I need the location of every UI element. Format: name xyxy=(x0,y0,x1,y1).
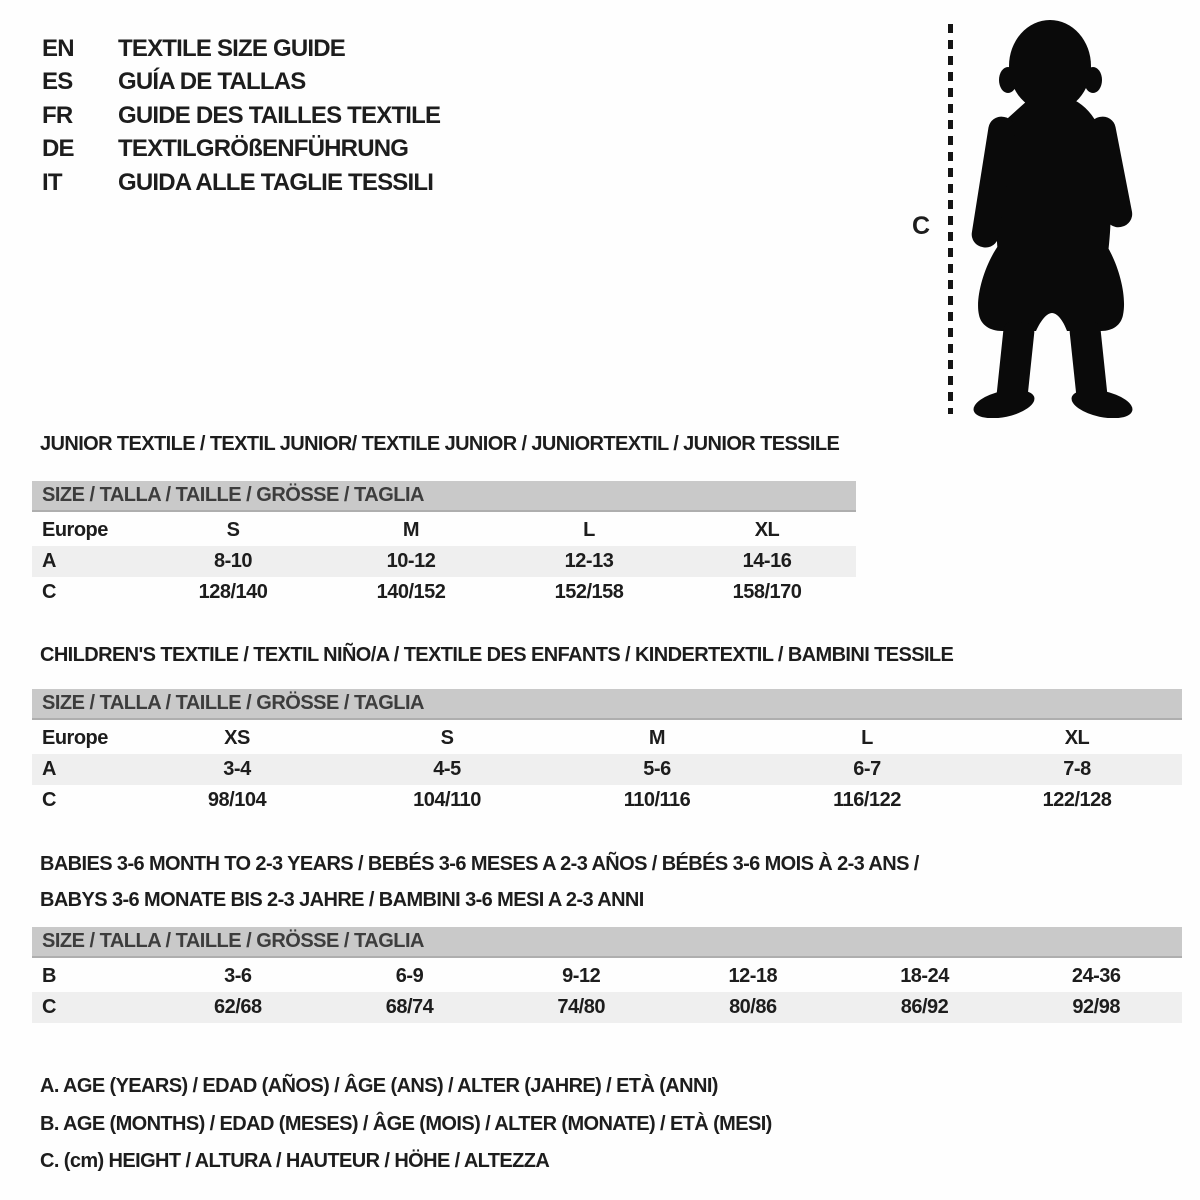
age-cell: 8-10 xyxy=(213,550,253,572)
language-title-list xyxy=(42,32,440,200)
age-cell: 4-5 xyxy=(433,758,461,780)
size-cell: M xyxy=(402,519,420,541)
legend xyxy=(40,1068,772,1181)
size-cell: XS xyxy=(224,727,250,749)
size-table-header xyxy=(32,481,856,512)
months-cell: 24-36 xyxy=(1071,965,1121,987)
legend-line-a: A. AGE (YEARS) / EDAD (AÑOS) / ÂGE (ANS) / ALTER (JAHRE) / ETÀ (ANNI) xyxy=(40,1075,718,1097)
babies-section-title xyxy=(40,846,919,918)
age-cell: 6-7 xyxy=(853,758,881,780)
height-cell: 68/74 xyxy=(385,996,434,1018)
size-table-header-label: SIZE / TALLA / TAILLE / GRÖSSE / TAGLIA xyxy=(42,484,424,506)
height-cell: 110/116 xyxy=(623,789,691,811)
babies-title-line-2: BABYS 3-6 MONATE BIS 2-3 JAHRE / BAMBINI 3-6 MESI A 2-3 ANNI xyxy=(40,889,644,911)
height-cell: 80/86 xyxy=(729,996,777,1018)
legend-line-c: C. (cm) HEIGHT / ALTURA / HAUTEUR / HÖHE / ALTEZZA xyxy=(40,1150,550,1172)
size-cell: L xyxy=(861,727,873,749)
height-cell: 92/98 xyxy=(1072,996,1120,1018)
table-row-height xyxy=(32,577,856,608)
height-cell: 74/80 xyxy=(557,996,605,1018)
junior-section-title: JUNIOR TEXTILE / TEXTIL JUNIOR/ TEXTILE JUNIOR / JUNIORTEXTIL / JUNIOR TESSILE xyxy=(40,433,840,455)
height-cell: 152/158 xyxy=(554,581,624,603)
row-label: Europe xyxy=(42,519,108,541)
lang-title: GUÍA DE TALLAS xyxy=(118,68,306,96)
lang-code: FR xyxy=(42,101,73,129)
lang-code: ES xyxy=(42,68,73,96)
height-cell: 158/170 xyxy=(732,581,802,603)
age-cell: 3-4 xyxy=(223,758,251,780)
months-cell: 12-18 xyxy=(728,965,778,987)
size-cell: S xyxy=(226,519,240,541)
row-label: C xyxy=(42,996,56,1018)
age-cell: 5-6 xyxy=(643,758,671,780)
age-cell: 7-8 xyxy=(1063,758,1091,780)
months-cell: 9-12 xyxy=(562,965,601,987)
height-cell: 86/92 xyxy=(900,996,949,1018)
height-cell: 128/140 xyxy=(198,581,268,603)
height-cell: 140/152 xyxy=(376,581,446,603)
size-cell: S xyxy=(440,727,454,749)
size-cell: XL xyxy=(754,519,780,541)
row-label: A xyxy=(42,550,56,572)
row-label: A xyxy=(42,758,56,780)
lang-title: TEXTILE SIZE GUIDE xyxy=(118,34,345,62)
size-table-header-label: SIZE / TALLA / TAILLE / GRÖSSE / TAGLIA xyxy=(42,930,424,952)
lang-title: GUIDA ALLE TAGLIE TESSILI xyxy=(118,168,434,196)
lang-row-it xyxy=(42,166,440,200)
table-row-age xyxy=(32,754,1182,785)
size-cell: L xyxy=(583,519,595,541)
lang-row-en xyxy=(42,32,440,66)
lang-row-es xyxy=(42,66,440,100)
children-section-title: CHILDREN'S TEXTILE / TEXTIL NIÑO/A / TEXTILE DES ENFANTS / KINDERTEXTIL / BAMBINI TESSILE xyxy=(40,644,954,666)
row-label: C xyxy=(42,789,56,811)
table-row-months xyxy=(32,961,1182,992)
months-cell: 3-6 xyxy=(224,965,252,987)
legend-line-b: B. AGE (MONTHS) / EDAD (MESES) / ÂGE (MOIS) / ALTER (MONATE) / ETÀ (MESI) xyxy=(40,1112,772,1135)
table-row-height xyxy=(32,992,1182,1023)
row-label: Europe xyxy=(42,727,108,749)
table-row-europe xyxy=(32,515,856,546)
lang-title: GUIDE DES TAILLES TEXTILE xyxy=(118,101,441,129)
children-size-table xyxy=(32,689,1182,816)
row-label: C xyxy=(42,581,56,603)
size-table-header-label: SIZE / TALLA / TAILLE / GRÖSSE / TAGLIA xyxy=(42,692,424,714)
table-row-height xyxy=(32,785,1182,816)
height-cell: 122/128 xyxy=(1042,789,1112,811)
table-row-age xyxy=(32,546,856,577)
table-row-europe xyxy=(32,723,1182,754)
lang-code: EN xyxy=(42,34,74,62)
age-cell: 12-13 xyxy=(564,550,614,572)
months-cell: 18-24 xyxy=(900,965,949,987)
height-cell: 116/122 xyxy=(833,789,901,811)
months-cell: 6-9 xyxy=(395,965,424,987)
row-label: B xyxy=(42,965,56,987)
lang-code: DE xyxy=(42,135,74,163)
lang-title: TEXTILGRÖßENFÜHRUNG xyxy=(118,135,409,163)
lang-row-fr xyxy=(42,99,440,133)
toddler-silhouette-icon xyxy=(962,14,1142,418)
junior-size-table xyxy=(32,481,856,608)
age-cell: 10-12 xyxy=(386,550,436,572)
height-cell: 98/104 xyxy=(207,789,267,811)
height-measure-label: C xyxy=(912,212,931,240)
lang-row-de xyxy=(42,133,440,167)
age-cell: 14-16 xyxy=(742,550,792,572)
size-cell: XL xyxy=(1064,727,1090,749)
lang-code: IT xyxy=(42,168,62,196)
height-cell: 62/68 xyxy=(214,996,262,1018)
size-cell: M xyxy=(648,727,666,749)
babies-title-line-1: BABIES 3-6 MONTH TO 2-3 YEARS / BEBÉS 3-6 MESES A 2-3 AÑOS / BÉBÉS 3-6 MOIS À 2-3 ANS / xyxy=(40,853,919,875)
height-measure-dashed-line xyxy=(948,24,953,414)
toddler-silhouette-shape xyxy=(970,20,1135,418)
babies-size-table xyxy=(32,927,1182,1023)
size-table-header xyxy=(32,927,1182,958)
height-cell: 104/110 xyxy=(413,789,481,811)
size-table-header xyxy=(32,689,1182,720)
